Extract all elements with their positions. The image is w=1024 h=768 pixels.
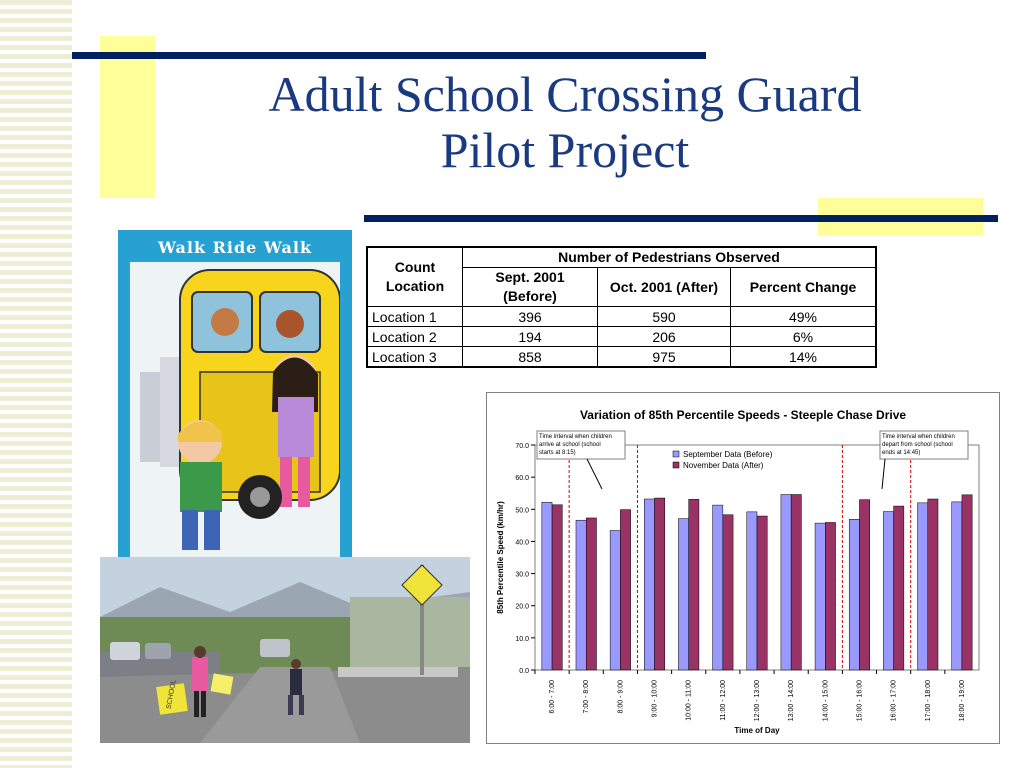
- y-tick-label: 50.0: [515, 507, 529, 515]
- x-tick-label: 14:00 - 15:00: [822, 680, 830, 722]
- percent-change-cell: 6%: [731, 327, 877, 347]
- annotation-text-line: Time interval when children: [882, 434, 955, 440]
- annotation-text-line: depart from school (school: [882, 442, 953, 448]
- slide-title: [150, 66, 980, 178]
- x-tick-label: 8:00 - 9:00: [617, 680, 625, 714]
- y-tick-label: 10.0: [515, 635, 529, 643]
- before-count-cell: 858: [463, 347, 598, 368]
- x-tick-label: 10:00 - 11:00: [685, 680, 693, 721]
- after-count-cell: 590: [598, 307, 731, 327]
- walk-ride-walk-poster: [118, 230, 352, 590]
- legend-swatch: [673, 462, 679, 468]
- chart-title: Variation of 85th Percentile Speeds - Steeple Chase Drive: [579, 408, 907, 422]
- bar-november: [894, 506, 904, 670]
- table-row: [367, 327, 876, 347]
- bar-november: [723, 515, 733, 670]
- bar-september: [713, 505, 723, 670]
- bar-september: [542, 502, 552, 670]
- annotation-text-line: arrive at school (school: [539, 442, 601, 448]
- location-cell: Location 2: [367, 327, 463, 347]
- bar-november: [859, 500, 869, 670]
- bar-november: [655, 498, 665, 670]
- location-cell: Location 1: [367, 307, 463, 327]
- legend-label: November Data (After): [683, 461, 764, 470]
- bar-november: [689, 499, 699, 670]
- striped-margin-decoration: [0, 0, 72, 768]
- bar-september: [678, 519, 688, 670]
- after-count-cell: 206: [598, 327, 731, 347]
- speed-chart-svg: [487, 393, 999, 743]
- bar-november: [552, 505, 562, 670]
- slide-title-line-1: Adult School Crossing Guard: [268, 66, 862, 122]
- y-tick-label: 40.0: [515, 539, 529, 547]
- pedestrians-observed-header: Number of Pedestrians Observed: [463, 247, 877, 268]
- x-tick-label: 16:00 - 17:00: [890, 680, 898, 722]
- bar-november: [757, 516, 767, 670]
- percent-change-header: Percent Change: [731, 268, 877, 307]
- bar-september: [918, 503, 928, 670]
- y-tick-label: 20.0: [515, 603, 529, 611]
- bar-september: [849, 519, 859, 670]
- pedestrian-count-table: [366, 246, 877, 368]
- yellow-accent-block-left: [100, 36, 155, 198]
- bar-november: [928, 499, 938, 670]
- bar-november: [791, 495, 801, 671]
- count-location-header-text: Count Location: [385, 259, 445, 294]
- before-count-cell: 396: [463, 307, 598, 327]
- bar-september: [883, 512, 893, 670]
- x-tick-label: 9:00 - 10:00: [651, 680, 659, 718]
- bar-september: [781, 495, 791, 671]
- bar-november: [962, 495, 972, 670]
- y-tick-label: 30.0: [515, 571, 529, 579]
- x-tick-label: 13:00 - 14:00: [788, 680, 796, 722]
- location-cell: Location 3: [367, 347, 463, 368]
- before-count-cell: 194: [463, 327, 598, 347]
- x-tick-label: 6:00 - 7:00: [549, 680, 557, 714]
- x-tick-label: 11:00 - 12:00: [719, 680, 727, 721]
- table-row: [367, 347, 876, 368]
- x-axis-label: Time of Day: [734, 726, 780, 735]
- crossing-guard-photo-illustration: [100, 557, 470, 743]
- speed-chart: [486, 392, 1000, 744]
- navy-rule-bottom: [364, 215, 998, 222]
- bar-september: [576, 520, 586, 670]
- bar-september: [610, 531, 620, 671]
- y-tick-label: 70.0: [515, 443, 529, 450]
- y-tick-label: 60.0: [515, 475, 529, 483]
- x-tick-label: 15:00 - 16:00: [856, 680, 864, 722]
- bar-november: [620, 510, 630, 670]
- annotation-text-line: Time interval when children: [539, 434, 612, 440]
- bar-september: [952, 502, 962, 670]
- table-row: [367, 307, 876, 327]
- bar-november: [586, 518, 596, 670]
- sept-2001-header: Sept. 2001 (Before): [463, 268, 598, 307]
- bar-september: [747, 512, 757, 670]
- percent-change-cell: 14%: [731, 347, 877, 368]
- annotation-text-line: ends at 14:45): [882, 450, 921, 456]
- percent-change-cell: 49%: [731, 307, 877, 327]
- x-tick-label: 12:00 - 13:00: [754, 680, 761, 722]
- bar-november: [825, 522, 835, 670]
- school-sign-text: SCHOOL: [165, 679, 178, 710]
- y-axis-label: 85th Percentile Speed (km/hr): [496, 501, 505, 614]
- oct-2001-header: Oct. 2001 (After): [598, 268, 731, 307]
- bar-september: [815, 523, 825, 670]
- legend-label: September Data (Before): [683, 450, 773, 459]
- count-location-header: [367, 247, 463, 307]
- street-crossing-photo: [100, 557, 470, 743]
- x-tick-label: 17:00 - 18:00: [924, 680, 932, 722]
- slide-title-line-2: Pilot Project: [440, 122, 690, 178]
- y-tick-label: 0.0: [519, 668, 529, 675]
- poster-heading: Walk Ride Walk: [157, 238, 313, 257]
- legend-swatch: [673, 451, 679, 457]
- after-count-cell: 975: [598, 347, 731, 368]
- navy-rule-top: [72, 52, 706, 59]
- x-tick-label: 7:00 - 8:00: [583, 680, 591, 714]
- annotation-text-line: starts at 8:15): [539, 450, 576, 456]
- x-tick-label: 18:00 - 19:00: [958, 680, 966, 722]
- school-bus-illustration: [130, 262, 340, 560]
- poster-illustration: [130, 262, 340, 560]
- bar-september: [644, 499, 654, 670]
